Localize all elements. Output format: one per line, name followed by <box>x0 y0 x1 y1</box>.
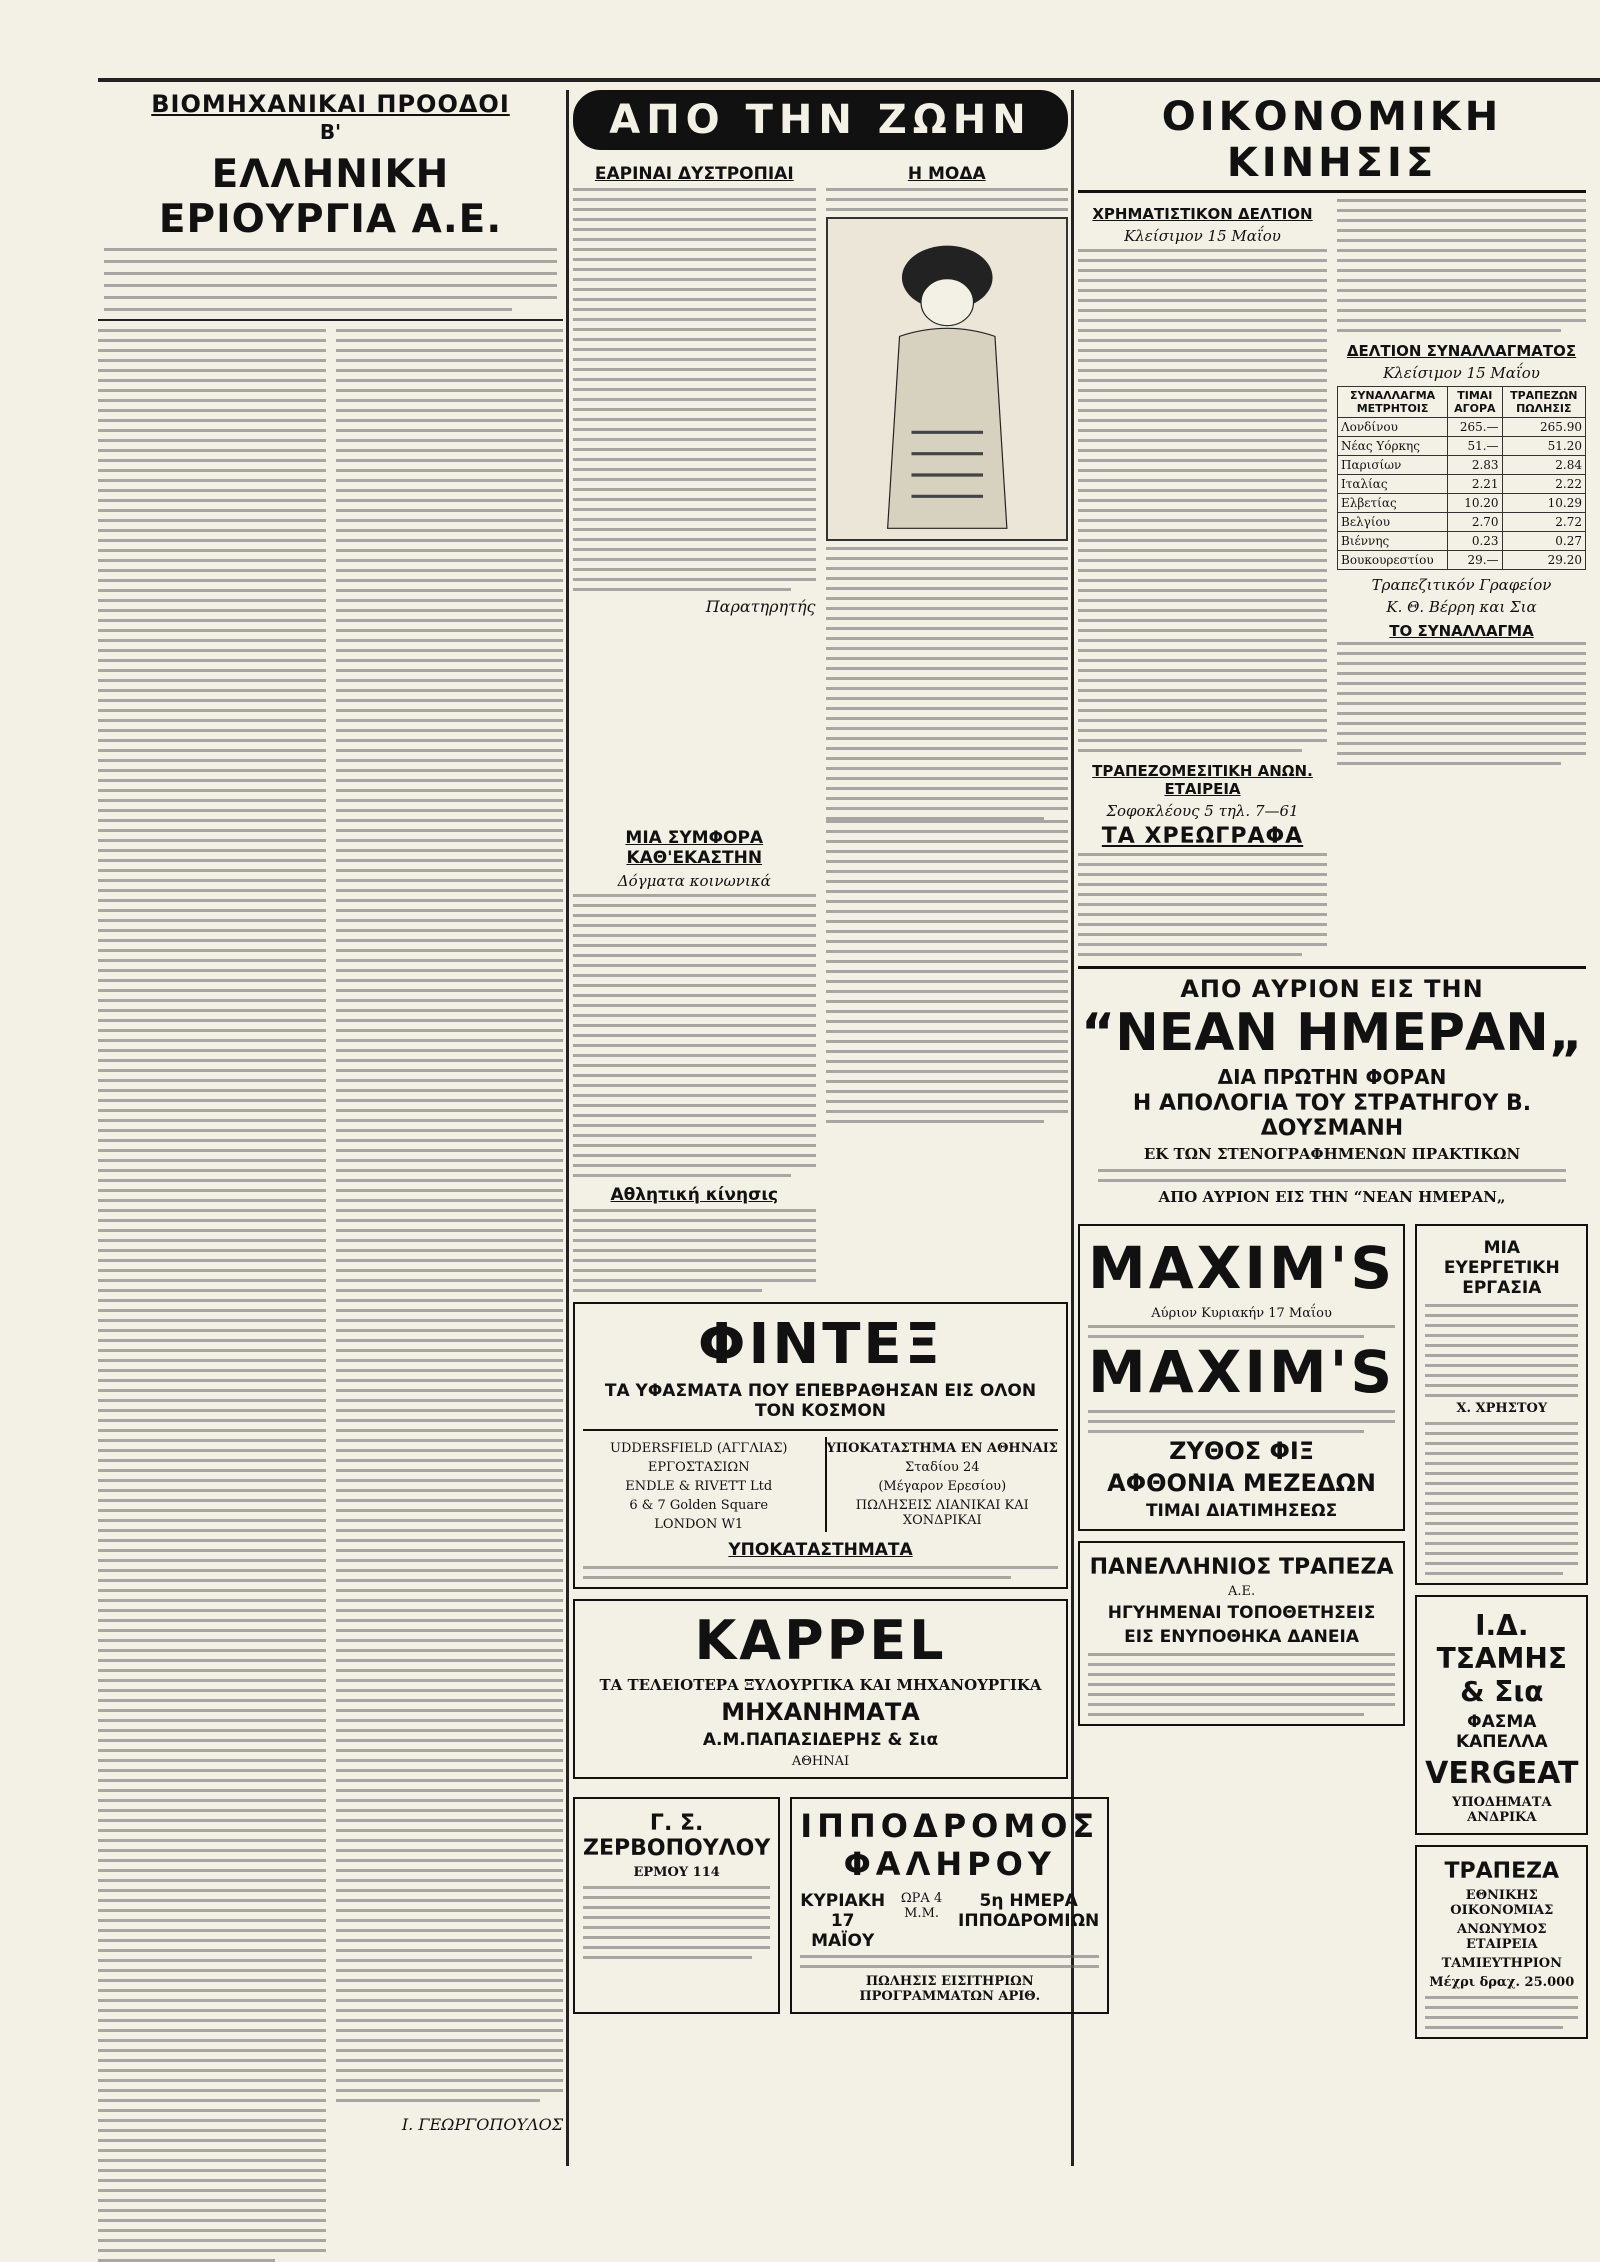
table-cell: 2.72 <box>1502 513 1585 532</box>
table-cell: Βουκουρεστίου <box>1338 551 1448 570</box>
maxim-title-2: MAXIM'S <box>1088 1338 1396 1406</box>
table-cell: 265.— <box>1448 418 1502 437</box>
table-cell: Βελγίου <box>1338 513 1448 532</box>
top-rule <box>98 78 1600 82</box>
ad-race-title: ΙΠΠΟΔΡΟΜΟΣ ΦΑΛΗΡΟΥ <box>800 1807 1100 1883</box>
pan-bank-line: ΕΙΣ ΕΝΥΠΟΘΗΚΑ ΔΑΝΕΙΑ <box>1124 1627 1360 1647</box>
ad-panellinios <box>1078 1541 1405 1726</box>
table-header: ΣΥΝΑΛΛΑΓΜΑ ΜΕΤΡΗΤΟΙΣ <box>1338 387 1448 418</box>
column-industry <box>98 90 563 2166</box>
table-row <box>1338 418 1586 437</box>
nea-hmera-apol: Η ΑΠΟΛΟΓΙΑ ΤΟΥ ΣΤΡΑΤΗΓΟΥ Β. ΔΟΥΣΜΑΝΗ <box>1132 1091 1532 1141</box>
ergasia-title: ΜΙΑ ΕΥΕΡΓΕΤΙΚΗ ΕΡΓΑΣΙΑ <box>1443 1238 1560 1298</box>
section-banner: ΟΙΚΟΝΟΜΙΚΗ ΚΙΝΗΣΙΣ <box>1078 90 1586 193</box>
ad-findex-line: ΥΠΟΚΑΤΑΣΤΗΜΑ ΕΝ ΑΘΗΝΑΙΣ <box>826 1441 1058 1456</box>
life-stories <box>573 156 1068 820</box>
ad-zervopoulou <box>573 1797 780 2014</box>
pan-bank-line: ΗΓΥΗΜΕΝΑΙ ΤΟΠΟΘΕΤΗΣΕΙΣ <box>1107 1603 1376 1623</box>
ad-findex-line: ENDLE & RIVETT Ltd <box>625 1479 773 1494</box>
table-row <box>1338 437 1586 456</box>
maxim-note: Αύριον Κυριακήν 17 Μαΐου <box>1151 1306 1332 1321</box>
ad-zerv-street: ΕΡΜΟΥ 114 <box>633 1865 720 1880</box>
tsamis-name: Ι.Δ. ΤΣΑΜΗΣ & Σια <box>1436 1609 1567 1708</box>
stock-date: Κλείσιμον 15 Μαΐου <box>1124 227 1281 245</box>
maxim-title: MAXIM'S <box>1088 1234 1396 1302</box>
ad-findex-subtitle: ΤΑ ΥΦΑΣΜΑΤΑ ΠΟΥ ΕΠΕΒΡΑΘΗΣΑΝ ΕΙΣ ΟΛΟΝ ΤΟΝ ΚΟΣΜΟΝ <box>604 1381 1037 1421</box>
column-rule <box>566 90 569 2166</box>
savings-line: ΤΑΜΙΕΥΤΗΡΙΟΝ <box>1441 1956 1563 1971</box>
nea-hmera-foot: ΑΠΟ ΑΥΡΙΟΝ ΕΙΣ ΤΗΝ “ΝΕΑΝ ΗΜΕΡΑΝ„ <box>1158 1188 1506 1206</box>
table-cell: 29.— <box>1448 551 1502 570</box>
ad-zerv-name: Γ. Σ. ΖΕΡΒΟΠΟΥΛΟΥ <box>583 1811 771 1861</box>
ad-maxims <box>1078 1224 1405 1531</box>
table-cell: Παρισίων <box>1338 456 1448 475</box>
exchange-sub: ΤΟ ΣΥΝΑΛΛΑΓΜΑ <box>1389 622 1534 640</box>
ad-race-date: ΚΥΡΙΑΚΗ 17 ΜΑΪΟΥ <box>800 1891 886 1951</box>
story-subtitle: Δόγματα κοινωνικά <box>617 872 771 890</box>
table-row <box>1338 551 1586 570</box>
article-body <box>98 329 563 2262</box>
table-cell: Ιταλίας <box>1338 475 1448 494</box>
table-cell: 2.21 <box>1448 475 1502 494</box>
ad-findex-line: LONDON W1 <box>654 1517 744 1532</box>
savings-line: ΑΝΩΝΥΜΟΣ ΕΤΑΙΡΕΙΑ <box>1456 1922 1547 1952</box>
table-cell: 0.23 <box>1448 532 1502 551</box>
exchange-note: Τραπεζιτικόν Γραφείον <box>1371 576 1552 594</box>
bottom-ads <box>573 1787 1100 2014</box>
article-title: ΕΛΛΗΝΙΚΗ ΕΡΙΟΥΡΓΙΑ Α.Ε. <box>158 152 503 242</box>
bank-co-addr: Σοφοκλέους 5 τηλ. 7—61 <box>1106 802 1299 820</box>
sport-title: Αθλητική κίνησις <box>610 1185 779 1205</box>
maxim-zythos: ΖΥΘΟΣ ΦΙΞ <box>1169 1437 1314 1465</box>
table-row <box>1338 532 1586 551</box>
ad-kappel-title: KAPPEL <box>694 1609 947 1672</box>
economy-bottom <box>1078 1214 1586 2039</box>
life-stories-2 <box>573 820 1068 1292</box>
maxim-mezedes: ΑΦΘΟΝΙΑ ΜΕΖΕΔΩΝ <box>1107 1469 1377 1497</box>
kicker-sub: Β' <box>319 120 342 144</box>
ad-kappel-sub2: ΜΗΧΑΝΗΜΑΤΑ <box>721 1698 920 1726</box>
table-header: ΤΡΑΠΕΖΩΝ ΠΩΛΗΣΙΣ <box>1502 387 1585 418</box>
table-cell: 2.83 <box>1448 456 1502 475</box>
pan-bank-sub: Α.Ε. <box>1228 1584 1256 1599</box>
ad-kappel-addr: ΑΘΗΝΑΙ <box>791 1754 850 1769</box>
kicker: ΒΙΟΜΗΧΑΝΙΚΑΙ ΠΡΟΟΔΟΙ <box>151 90 510 118</box>
table-cell: 265.90 <box>1502 418 1585 437</box>
table-cell: 2.70 <box>1448 513 1502 532</box>
ad-findex-branches: ΥΠΟΚΑΤΑΣΤΗΜΑΤΑ <box>728 1540 913 1560</box>
ad-race-time: ΩΡΑ 4 Μ.Μ. <box>900 1891 943 1921</box>
economy-top <box>1078 199 1586 956</box>
table-cell: 2.84 <box>1502 456 1585 475</box>
ad-findex-line: ΕΡΓΟΣΤΑΣΙΩΝ <box>647 1460 750 1475</box>
bank-co: ΤΡΑΠΕΖΟΜΕΣΙΤΙΚΗ ΑΝΩΝ. ΕΤΑΙΡΕΙΑ <box>1092 762 1313 798</box>
nea-hmera-head: ΑΠΟ ΑΥΡΙΟΝ ΕΙΣ ΤΗΝ <box>1180 975 1484 1003</box>
ad-findex-line: ΠΩΛΗΣΕΙΣ ΛΙΑΝΙΚΑΙ ΚΑΙ ΧΟΝΔΡΙΚΑΙ <box>855 1498 1029 1528</box>
divider <box>98 319 563 321</box>
ad-findex-line: UDDERSFIELD (ΑΓΓΛΙΑΣ) <box>610 1441 788 1456</box>
ad-findex-line: Σταδίου 24 <box>905 1460 980 1475</box>
exchange-note2: Κ. Θ. Βέρρη και Σια <box>1386 598 1537 616</box>
ad-findex-line: (Μέγαρον Ερεσίου) <box>878 1479 1007 1494</box>
stock-title: ΧΡΗΜΑΤΙΣΤΙΚΟΝ ΔΕΛΤΙΟΝ <box>1092 205 1313 223</box>
ad-kappel-sub: ΤΑ ΤΕΛΕΙΟΤΕΡΑ ΞΥΛΟΥΡΓΙΚΑ ΚΑΙ ΜΗΧΑΝΟΥΡΓΙΚΑ <box>599 1676 1042 1694</box>
exchange-title: ΔΕΛΤΙΟΝ ΣΥΝΑΛΛΑΓΜΑΤΟΣ <box>1346 342 1577 360</box>
exchange-table <box>1337 386 1586 570</box>
ad-findex-line: 6 & 7 Golden Square <box>629 1498 769 1513</box>
table-cell: 10.29 <box>1502 494 1585 513</box>
table-cell: 0.27 <box>1502 532 1585 551</box>
table-cell: 51.— <box>1448 437 1502 456</box>
exchange-date: Κλείσιμον 15 Μαΐου <box>1383 364 1540 382</box>
table-cell: Νέας Υόρκης <box>1338 437 1448 456</box>
ad-ergasia <box>1415 1224 1588 1585</box>
column-life <box>573 90 1100 2166</box>
tsamis-sub: ΦΑΣΜΑ ΚΑΠΕΛΛΑ <box>1455 1712 1548 1752</box>
ad-race-day: 5η ΗΜΕΡΑ ΙΠΠΟΔΡΟΜΙΩΝ <box>958 1891 1100 1931</box>
table-header: ΤΙΜΑΙ ΑΓΟΡΑ <box>1448 387 1502 418</box>
table-cell: 2.22 <box>1502 475 1585 494</box>
ad-savings-bank <box>1415 1845 1588 2039</box>
ad-findex <box>573 1302 1068 1589</box>
nea-hmera-prakt: ΕΚ ΤΩΝ ΣΤΕΝΟΓΡΑΦΗΜΕΝΩΝ ΠΡΑΚΤΙΚΩΝ <box>1143 1145 1521 1163</box>
table-row <box>1338 513 1586 532</box>
table-cell: 29.20 <box>1502 551 1585 570</box>
savings-title: ΤΡΑΠΕΖΑ <box>1444 1859 1560 1884</box>
story-title: Η ΜΟΔΑ <box>907 164 986 184</box>
ad-race-tickets: ΠΩΛΗΣΙΣ ΕΙΣΙΤΗΡΙΩΝ ΠΡΟΓΡΑΜΜΑΤΩΝ ΑΡΙΘ. <box>859 1974 1041 2004</box>
table-cell: Λονδίνου <box>1338 418 1448 437</box>
story-title: ΕΑΡΙΝΑΙ ΔΥΣΤΡΟΠΙΑΙ <box>594 164 794 184</box>
nea-hmera-sub: ΔΙΑ ΠΡΩΤΗΝ ΦΟΡΑΝ <box>1217 1065 1447 1089</box>
pan-bank-title: ΠΑΝΕΛΛΗΝΙΟΣ ΤΡΑΠΕΖΑ <box>1089 1555 1394 1580</box>
table-cell: Ελβετίας <box>1338 494 1448 513</box>
story-byline: Παρατηρητής <box>705 597 816 616</box>
ad-nea-hmera <box>1078 966 1586 1206</box>
tsamis-brand: VERGEAT <box>1425 1756 1579 1791</box>
column-economy <box>1078 90 1586 2166</box>
table-row <box>1338 456 1586 475</box>
tsamis-sub2: ΥΠΟΔΗΜΑΤΑ ΑΝΔΡΙΚΑ <box>1452 1795 1552 1825</box>
section-banner: ΑΠΟ ΤΗΝ ΖΩΗΝ <box>573 90 1068 150</box>
maxim-prices: ΤΙΜΑΙ ΔΙΑΤΙΜΗΣΕΩΣ <box>1145 1501 1338 1521</box>
table-row <box>1338 494 1586 513</box>
ad-tsamis <box>1415 1595 1588 1835</box>
article-byline: Ι. ΓΕΩΡΓΟΠΟΥΛΟΣ <box>401 2115 563 2134</box>
story-title: ΜΙΑ ΣΥΜΦΟΡΑ ΚΑΘ'ΕΚΑΣΤΗΝ <box>625 828 764 868</box>
table-cell: 10.20 <box>1448 494 1502 513</box>
ad-hippodrome <box>790 1797 1109 2014</box>
lead-text <box>98 248 563 311</box>
table-cell: 51.20 <box>1502 437 1585 456</box>
bonds-title: ΤΑ ΧΡΕΩΓΡΑΦΑ <box>1101 824 1304 849</box>
nea-hmera-title: “ΝΕΑΝ ΗΜΕΡΑΝ„ <box>1081 1003 1583 1063</box>
savings-line: Μέχρι δραχ. 25.000 <box>1429 1975 1575 1990</box>
ergasia-name: Χ. ΧΡΗΣΤΟΥ <box>1456 1401 1548 1416</box>
savings-line: ΕΘΝΙΚΗΣ ΟΙΚΟΝΟΜΙΑΣ <box>1450 1888 1554 1918</box>
table-row <box>1338 475 1586 494</box>
fashion-illustration <box>826 217 1069 541</box>
table-cell: Βιέννης <box>1338 532 1448 551</box>
ad-findex-title: ΦΙΝΤΕΞ <box>697 1312 944 1377</box>
ad-kappel-agent: Α.Μ.ΠΑΠΑΣΙΔΕΡΗΣ & Σια <box>702 1730 939 1750</box>
ad-kappel <box>573 1599 1068 1779</box>
